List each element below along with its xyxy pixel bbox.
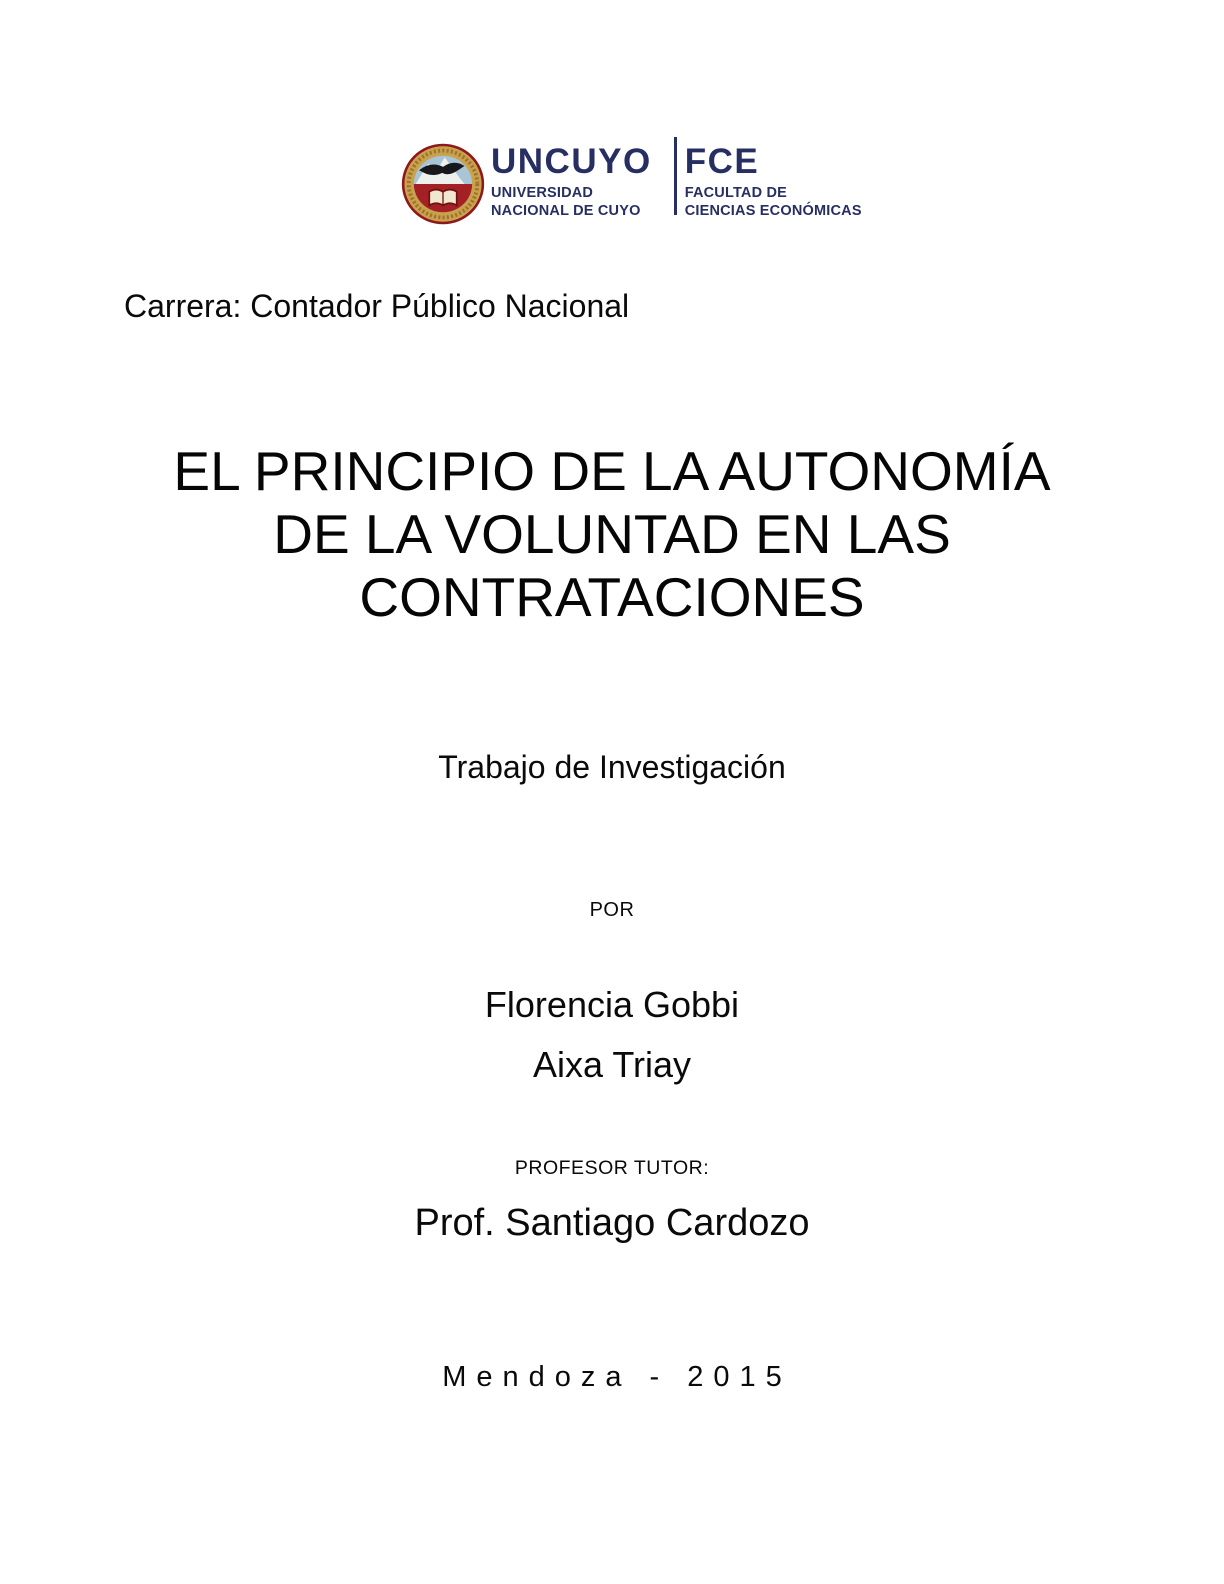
document-title-line1: EL PRINCIPIO DE LA AUTONOMÍA bbox=[173, 440, 1051, 502]
logo-divider bbox=[674, 137, 677, 215]
author-name-1: Florencia Gobbi bbox=[484, 984, 740, 1025]
document-subtitle: Trabajo de Investigación bbox=[438, 749, 786, 785]
tutor-name: Prof. Santiago Cardozo bbox=[414, 1202, 810, 1244]
university-name bbox=[491, 184, 652, 220]
faculty-name-line2: CIENCIAS ECONÓMICAS bbox=[684, 203, 862, 219]
university-name-line1: UNIVERSIDAD bbox=[491, 185, 594, 201]
university-wordmark bbox=[491, 142, 652, 220]
document-title-line2: DE LA VOLUNTAD EN LAS bbox=[273, 503, 951, 565]
faculty-name-line1: FACULTAD DE bbox=[684, 185, 788, 201]
university-acronym: UNCUYO bbox=[491, 142, 652, 181]
place-year: Mendoza - 2015 bbox=[442, 1361, 792, 1393]
document-title-line3: CONTRATACIONES bbox=[359, 566, 865, 628]
institution-logo bbox=[400, 137, 862, 226]
document-title bbox=[0, 440, 1224, 629]
faculty-name bbox=[685, 184, 862, 220]
career-line: Carrera: Contador Público Nacional bbox=[124, 288, 630, 324]
byline-label: POR bbox=[589, 899, 635, 921]
faculty-acronym: FCE bbox=[684, 142, 760, 181]
faculty-wordmark bbox=[684, 142, 862, 220]
university-name-line2: NACIONAL DE CUYO bbox=[491, 203, 641, 219]
university-seal-icon bbox=[400, 142, 486, 226]
author-name-2: Aixa Triay bbox=[532, 1044, 692, 1085]
tutor-label: PROFESOR TUTOR: bbox=[514, 1157, 710, 1179]
